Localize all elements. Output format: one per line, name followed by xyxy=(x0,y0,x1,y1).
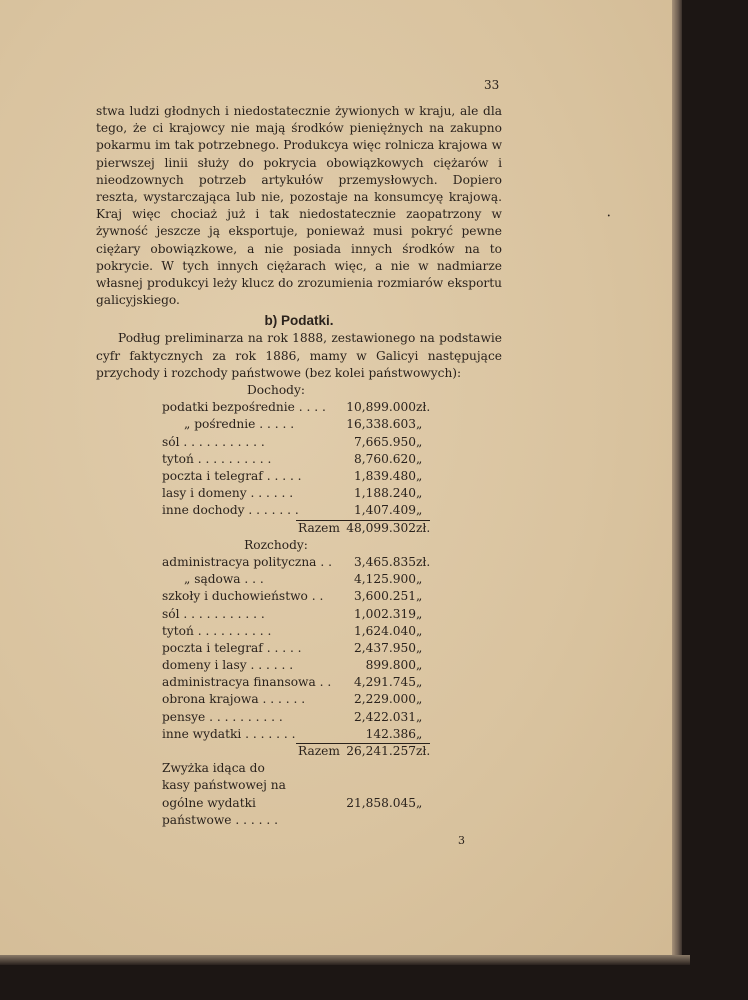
income-heading: Dochody: xyxy=(247,383,305,398)
income-row-unit: „ xyxy=(416,486,423,501)
income-row-label: poczta i telegraf . . . . . xyxy=(162,469,302,483)
expenses-total-row xyxy=(96,743,502,760)
paragraph-2: Podług preliminarza na rok 1888, zestawionego na podstawie cyfr faktycznych za rok 1886, mamy w Galicyi następujące przychody i rozchody państwowe (bez kolei państwowych): xyxy=(96,331,502,380)
income-row-unit: „ xyxy=(416,503,423,518)
expenses-row-amount: 899.800 xyxy=(365,658,416,673)
income-total-label: Razem xyxy=(298,520,340,535)
income-row-unit: „ xyxy=(416,451,423,466)
income-row-unit: zł. xyxy=(416,400,431,415)
expenses-row-label: sól . . . . . . . . . . . xyxy=(162,606,265,621)
paragraph-1: stwa ludzi głodnych i niedostatecznie żywionych w kraju, ale dla tego, że ci krajowcy nie mają środków pieniężnych na zakupno pokarmu im tak potrzebnego. Produkcya więc rolnicza krajowa w pierwszej linii służy do pokrycia obowiązkowych ciężarów i nieodzownych potrzeb artykułów przemysłowych. Dopiero reszta, wystarczająca lub nie, pozostaje na konsumcyę krajową. Kraj więc chociaż już i tak niedostatecznie zaopatrzony w żywność jeszcze ją eksportuje, ponieważ musi pokryć pewne ciężary obowiązkowe, a nie posiada innych środków na to pokrycie. W tych innych ciężarach więc, a nie w nadmiarze własnej produkcyi leży klucz do zrozumienia rozmiarów eksportu galicyjskiego. xyxy=(96,104,502,308)
income-row-amount: 10,899.000 xyxy=(346,400,416,415)
income-row-label: lasy i domeny . . . . . . xyxy=(162,486,294,501)
expenses-heading: Rozchody: xyxy=(244,537,308,552)
expenses-row-amount: 2,229.000 xyxy=(353,692,416,707)
expenses-row-unit: „ xyxy=(416,640,423,655)
income-rows xyxy=(96,399,502,519)
expenses-row-amount: 142.386 xyxy=(365,726,416,741)
page-edge xyxy=(672,0,682,955)
expenses-row-label: domeny i lasy . . . . . . xyxy=(162,658,294,673)
expenses-table xyxy=(96,537,502,760)
expenses-total-unit: zł. xyxy=(416,744,431,759)
income-row xyxy=(96,485,502,502)
expenses-row-amount: 3,600.251 xyxy=(353,589,416,604)
income-total-amount: 48,099.302 xyxy=(346,520,416,535)
expenses-row xyxy=(96,606,502,623)
expenses-row xyxy=(96,588,502,605)
expenses-row xyxy=(96,691,502,708)
income-total-unit: zł. xyxy=(416,520,431,535)
income-row-label: sól . . . . . . . . . . . xyxy=(162,434,265,449)
page-number: 33 xyxy=(484,78,500,92)
ink-speck: • xyxy=(607,213,611,220)
expenses-row-unit: „ xyxy=(416,572,423,587)
expenses-row-unit: „ xyxy=(416,589,423,604)
expenses-row-amount: 1,624.040 xyxy=(353,623,416,638)
income-row-amount: 1,839.480 xyxy=(353,469,416,483)
expenses-row-unit: zł. xyxy=(416,554,431,569)
income-row xyxy=(96,399,502,416)
expenses-row xyxy=(96,657,502,674)
expenses-row-label: administracya finansowa . . xyxy=(162,675,332,690)
expenses-row-amount: 2,422.031 xyxy=(353,709,416,724)
expenses-total-amount: 26,241.257 xyxy=(346,744,416,759)
surplus-label: Zwyżka idąca do kasy państwowej na ogólne wydatki państwowe . . . . . . xyxy=(162,761,286,827)
expenses-row-label: szkoły i duchowieństwo . . xyxy=(162,589,324,604)
income-row-unit: „ xyxy=(416,469,423,483)
surplus-row xyxy=(96,760,502,827)
expenses-row-amount: 4,125.900 xyxy=(353,572,416,587)
page-body xyxy=(96,103,502,827)
income-row xyxy=(96,434,502,451)
expenses-row-unit: „ xyxy=(416,675,423,690)
income-row-label: podatki bezpośrednie . . . . xyxy=(162,400,326,415)
expenses-row-unit: „ xyxy=(416,623,423,638)
expenses-row xyxy=(96,554,502,571)
income-row-amount: 1,407.409 xyxy=(353,503,416,518)
income-row-amount: 1,188.240 xyxy=(353,486,416,501)
section-heading: b) Podatki. xyxy=(264,313,334,329)
expenses-row-unit: „ xyxy=(416,709,423,724)
expenses-row-amount: 4,291.745 xyxy=(353,675,416,690)
expenses-row xyxy=(96,571,502,588)
expenses-row xyxy=(96,623,502,640)
page-bottom-edge xyxy=(0,955,690,965)
income-row xyxy=(96,468,502,485)
income-total-row xyxy=(96,520,502,537)
income-row-unit: „ xyxy=(416,434,423,449)
surplus-unit: „ xyxy=(416,796,423,810)
expenses-row-amount: 2,437.950 xyxy=(353,640,416,655)
expenses-row-label: inne wydatki . . . . . . . xyxy=(162,726,296,741)
expense-rows xyxy=(96,554,502,743)
income-row-label: inne dochody . . . . . . . xyxy=(162,503,299,518)
printer-signature-mark: 3 xyxy=(458,834,465,847)
income-row-label: tytoń . . . . . . . . . . xyxy=(162,451,272,466)
expenses-row-amount: 1,002.319 xyxy=(353,606,416,621)
expenses-row-unit: „ xyxy=(416,658,423,673)
expenses-row-unit: „ xyxy=(416,606,423,621)
expenses-row-label: tytoń . . . . . . . . . . xyxy=(162,623,272,638)
expenses-row-label: obrona krajowa . . . . . . xyxy=(162,692,306,707)
income-row xyxy=(96,451,502,468)
expenses-row-label: „ sądowa . . . xyxy=(184,572,264,587)
expenses-row xyxy=(96,726,502,743)
expenses-row xyxy=(96,709,502,726)
income-row-unit: „ xyxy=(416,417,423,432)
expenses-row-label: administracya polityczna . . xyxy=(162,554,332,569)
income-table xyxy=(96,382,502,537)
surplus-amount: 21,858.045 xyxy=(346,796,416,810)
expenses-row-amount: 3,465.835 xyxy=(353,554,416,569)
income-row-amount: 7,665.950 xyxy=(353,434,416,449)
expenses-row xyxy=(96,640,502,657)
income-row xyxy=(96,502,502,519)
expenses-row-label: poczta i telegraf . . . . . xyxy=(162,640,302,655)
expenses-row-unit: „ xyxy=(416,692,423,707)
expenses-row-unit: „ xyxy=(416,726,423,741)
expenses-total-label: Razem xyxy=(298,744,340,759)
income-row-amount: 8,760.620 xyxy=(353,451,416,466)
expenses-row xyxy=(96,674,502,691)
income-row-label: „ pośrednie . . . . . xyxy=(184,417,295,432)
income-row xyxy=(96,416,502,433)
expenses-row-label: pensye . . . . . . . . . . xyxy=(162,709,283,724)
income-row-amount: 16,338.603 xyxy=(346,417,416,432)
